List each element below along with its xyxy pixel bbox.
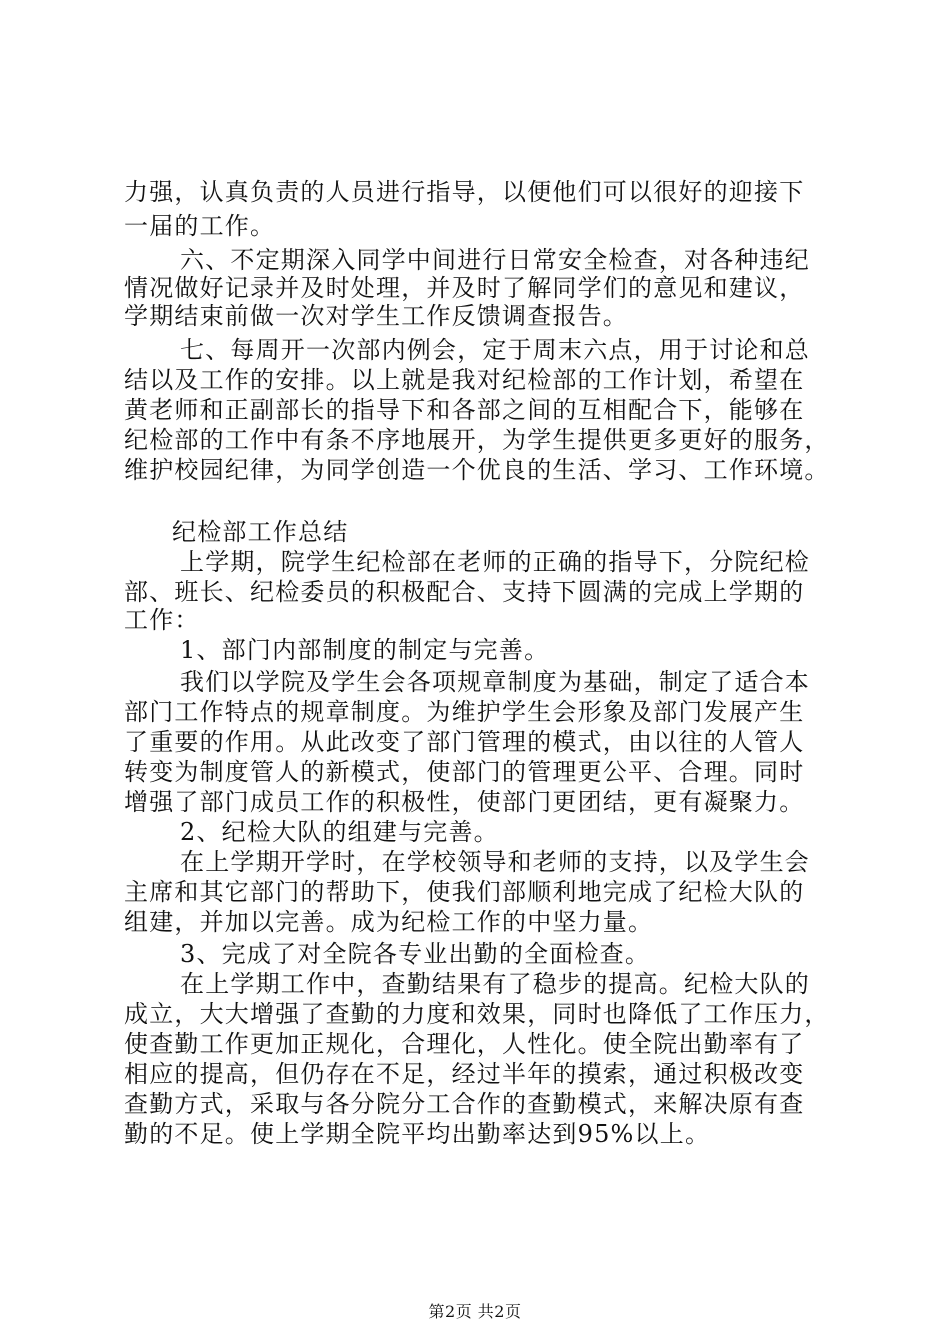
paragraph-line: 力强，认真负责的人员进行指导，以便他们可以很好的迎接下 <box>124 178 805 206</box>
paragraph-line: 增强了部门成员工作的积极性，使部门更团结，更有凝聚力。 <box>124 788 805 816</box>
paragraph-line: 查勤方式，采取与各分院分工合作的查勤模式，来解决原有查 <box>124 1090 805 1118</box>
numbered-heading: 2、纪检大队的组建与完善。 <box>180 818 499 846</box>
paragraph-line: 学期结束前做一次对学生工作反馈调查报告。 <box>124 302 628 330</box>
paragraph-line: 组建，并加以完善。成为纪检工作的中坚力量。 <box>124 908 654 936</box>
paragraph-line: 相应的提高，但仍存在不足，经过半年的摸索，通过积极改变 <box>124 1060 805 1088</box>
paragraph-line: 在上学期开学时，在学校领导和老师的支持，以及学生会 <box>180 848 810 876</box>
paragraph-line: 结以及工作的安排。以上就是我对纪检部的工作计划，希望在 <box>124 366 805 394</box>
paragraph-line: 七、每周开一次部内例会，定于周末六点，用于讨论和总 <box>180 336 810 364</box>
paragraph-line: 转变为制度管人的新模式，使部门的管理更公平、合理。同时 <box>124 758 805 786</box>
paragraph-line: 勤的不足。使上学期全院平均出勤率达到95%以上。 <box>124 1120 711 1148</box>
paragraph-line: 黄老师和正副部长的指导下和各部之间的互相配合下，能够在 <box>124 396 805 424</box>
paragraph-line: 六、不定期深入同学中间进行日常安全检查，对各种违纪 <box>180 246 810 274</box>
paragraph-line: 上学期，院学生纪检部在老师的正确的指导下，分院纪检 <box>180 548 810 576</box>
numbered-heading: 1、部门内部制度的制定与完善。 <box>180 636 550 664</box>
paragraph-line: 部门工作特点的规章制度。为维护学生会形象及部门发展产生 <box>124 698 805 726</box>
section-title: 纪检部工作总结 <box>172 518 349 546</box>
paragraph-line: 在上学期工作中，查勤结果有了稳步的提高。纪检大队的 <box>180 970 810 998</box>
numbered-heading: 3、完成了对全院各专业出勤的全面检查。 <box>180 940 651 968</box>
paragraph-line: 纪检部的工作中有条不序地展开，为学生提供更多更好的服务， <box>124 426 830 454</box>
paragraph-line: 部、班长、纪检委员的积极配合、支持下圆满的完成上学期的 <box>124 578 805 606</box>
paragraph-line: 成立，大大增强了查勤的力度和效果，同时也降低了工作压力， <box>124 1000 830 1028</box>
paragraph-line: 使查勤工作更加正规化，合理化，人性化。使全院出勤率有了 <box>124 1030 805 1058</box>
paragraph-line: 工作： <box>124 606 200 634</box>
paragraph-line: 主席和其它部门的帮助下，使我们部顺利地完成了纪检大队的 <box>124 878 805 906</box>
paragraph-line: 情况做好记录并及时处理，并及时了解同学们的意见和建议， <box>124 274 805 302</box>
paragraph-line: 维护校园纪律，为同学创造一个优良的生活、学习、工作环境。 <box>124 456 830 484</box>
page-footer: 第2页 共2页 <box>428 1302 522 1321</box>
paragraph-line: 了重要的作用。从此改变了部门管理的模式，由以往的人管人 <box>124 728 805 756</box>
paragraph-line: 一届的工作。 <box>124 212 276 240</box>
paragraph-line: 我们以学院及学生会各项规章制度为基础，制定了适合本 <box>180 668 810 696</box>
